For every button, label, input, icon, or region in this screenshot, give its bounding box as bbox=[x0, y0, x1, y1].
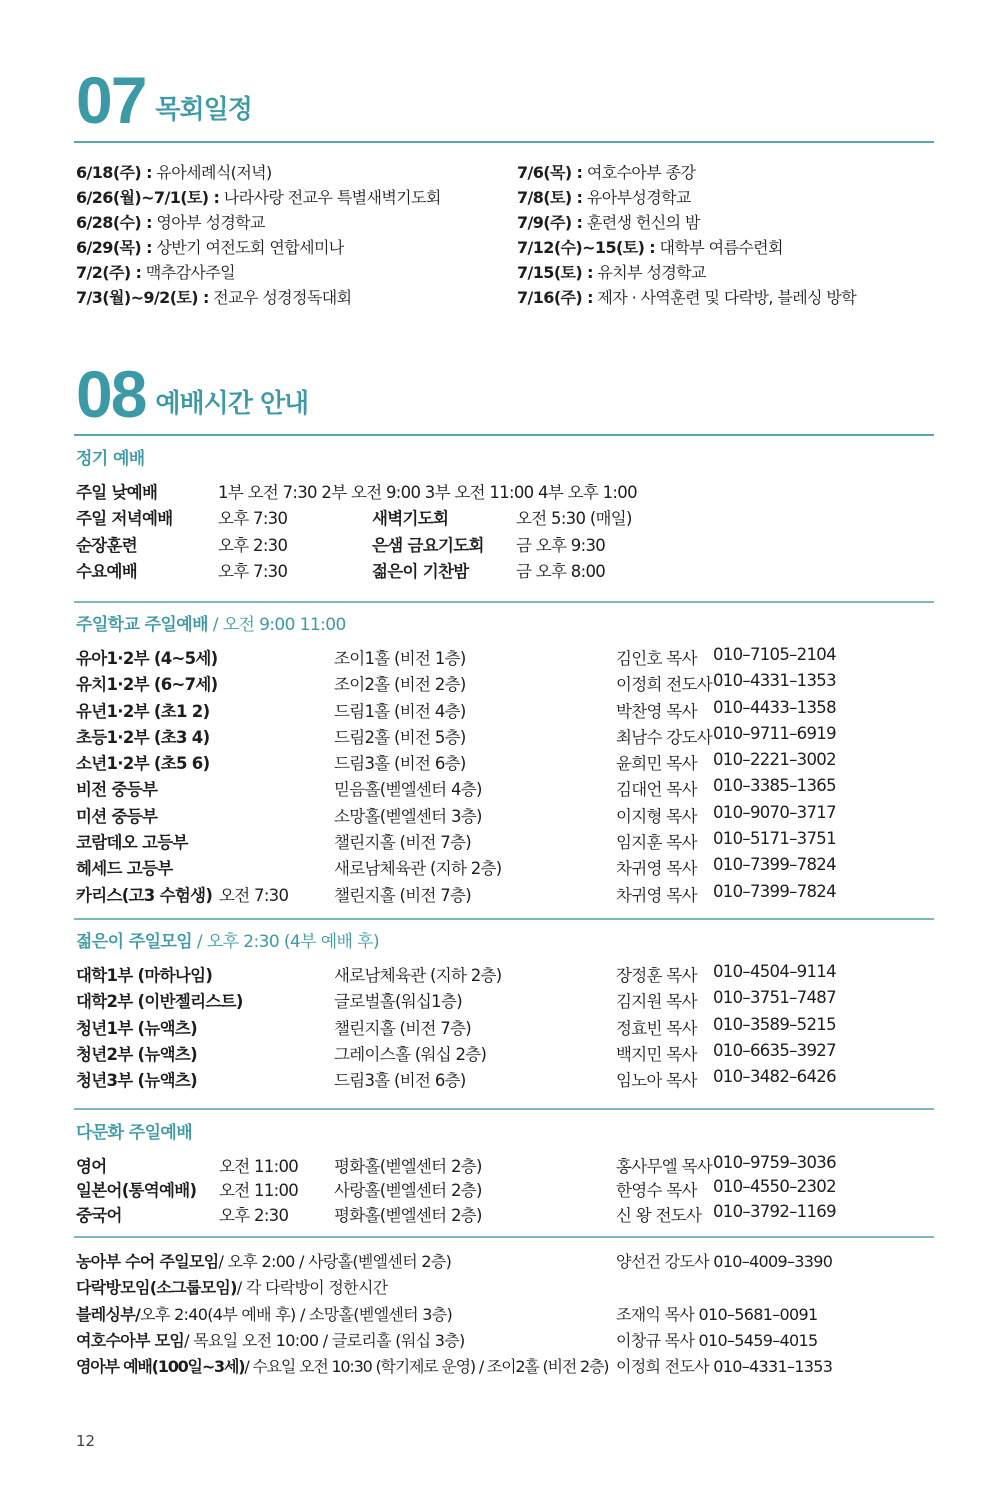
schedule-item: 7/15(토) : 유치부 성경학교 bbox=[517, 263, 706, 282]
schedule-right-column bbox=[517, 160, 856, 310]
schedule-item: 6/26(월)~7/1(토) : 나라사랑 전교우 특별새벽기도회 bbox=[76, 188, 441, 207]
section-08-title: 예배시간 안내 bbox=[155, 389, 309, 419]
schedule-item: 6/28(수) : 영아부 성경학교 bbox=[76, 213, 265, 232]
schedule-item: 7/12(수)~15(토) : 대학부 여름수련회 bbox=[517, 238, 783, 257]
schedule-item: 7/8(토) : 유아부성경학교 bbox=[517, 188, 691, 207]
section-07-divider bbox=[74, 141, 934, 143]
section-07-number: 07 bbox=[76, 63, 146, 137]
schedule-item: 7/16(주) : 제자 · 사역훈련 및 다락방, 블레싱 방학 bbox=[517, 288, 857, 307]
schedule-item: 7/3(월)~9/2(토) : 전교우 성경정독대회 bbox=[76, 288, 352, 307]
divider bbox=[74, 918, 934, 920]
schedule-item: 6/29(목) : 상반기 여전도회 연합세미나 bbox=[76, 238, 344, 257]
schedule-item: 7/9(주) : 훈련생 헌신의 밤 bbox=[517, 213, 700, 232]
section-07-title: 목회일정 bbox=[155, 95, 252, 125]
section-07-header bbox=[76, 63, 252, 137]
schedule-left-column bbox=[76, 160, 441, 310]
schedule-item: 6/18(주) : 유아세례식(저녁) bbox=[76, 163, 272, 182]
sunday-school-heading: 주일학교 주일예배 / 오전 9:00 11:00 bbox=[76, 615, 346, 635]
schedule-item: 7/6(목) : 여호수아부 종강 bbox=[517, 163, 696, 182]
section-08-divider bbox=[74, 434, 934, 436]
section-08-header bbox=[76, 357, 309, 431]
divider bbox=[74, 1236, 934, 1238]
multicultural-heading: 다문화 주일예배 bbox=[76, 1123, 193, 1143]
youth-heading: 젊은이 주일모임 / 오후 2:30 (4부 예배 후) bbox=[76, 932, 380, 952]
regular-worship-heading: 정기 예배 bbox=[76, 449, 145, 469]
schedule-item: 7/2(주) : 맥추감사주일 bbox=[76, 263, 235, 282]
section-08-number: 08 bbox=[76, 357, 146, 431]
divider bbox=[74, 1108, 934, 1110]
divider bbox=[74, 601, 934, 603]
page-number: 12 bbox=[76, 1432, 96, 1450]
